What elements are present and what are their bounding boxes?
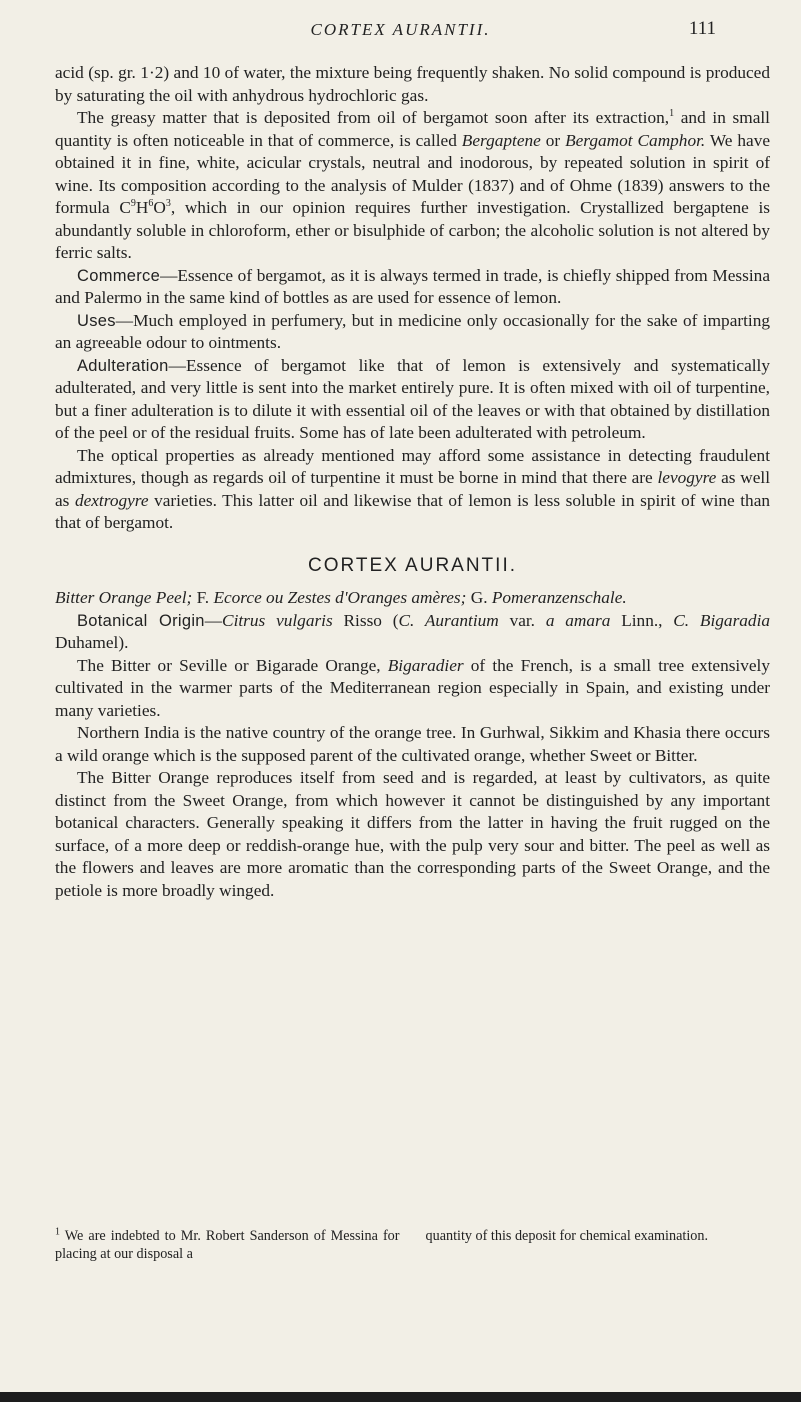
heading-adulteration: Adulteration: [77, 356, 169, 375]
paragraph-bergaptene: The greasy matter that is deposited from oil of bergamot soon after its extraction,$^1$ and in small quantity is often noticeable in that of commerce, is called Bergaptene or Bergamot Camphor. We have obtained it in fine, white, acicular crystals, neutral and inodorous, by repeated solution in spirit of wine. Its composition according to the analysis of Mulder (1837) and of Ohme (1839) answers to the formula $C^9H^6O^3$, which in our opinion requires further investigation. Crystallized bergaptene is abundantly soluble in chloroform, ether or bisulphide of carbon; the alcoholic solution is not altered by ferric salts.: [55, 108, 770, 262]
synonyms: Bitter Orange Peel; F. Ecorce ou Zestes d'Oranges amères; G. Pomeranzenschale.: [55, 588, 627, 607]
running-title: CORTEX AURANTII.: [310, 20, 491, 39]
page-edge-shadow: [0, 1392, 801, 1402]
footnote: [55, 1228, 770, 1263]
footnote-left: $^1$ We are indebted to Mr. Robert Sanderson of Messina for placing at our disposal a: [55, 1226, 400, 1262]
heading-uses: Uses: [77, 311, 116, 330]
term-bergaptene: Bergaptene: [461, 130, 541, 150]
paragraph-commerce: Commerce—Essence of bergamot, as it is always termed in trade, is chiefly shipped from Messina and Palermo in the same kind of bottles as are used for essence of lemon.: [55, 265, 770, 307]
section-title: CORTEX AURANTII.: [307, 554, 517, 576]
heading-botanical-origin: Botanical Origin: [77, 611, 205, 630]
body-text: [55, 62, 770, 902]
paragraph-reproduces: The Bitter Orange reproduces itself from seed and is regarded, at least by cultivators, as quite distinct from the Sweet Orange, from which however it cannot be distinguished by any important botanical characters. Generally speaking it differs from the latter in having the fruit rugged on the surface, of a more deep or reddish-orange hue, with the pulp very sour and bitter. The peel as well as the flowers and leaves are more aromatic than the corresponding parts of the Sweet Orange, and the petiole is more broadly winged.: [55, 768, 770, 900]
page-number: 111: [688, 18, 716, 39]
footnote-right: quantity of this deposit for chemical examination.: [425, 1228, 708, 1244]
paragraph-bitter-orange: The Bitter or Seville or Bigarade Orange, Bigaradier of the French, is a small tree extensively cultivated in the warmer parts of the Mediterranean region especially in Spain, and existing under many varieties.: [55, 655, 770, 720]
paragraph-botanical-origin: Botanical Origin—Citrus vulgaris Risso (C. Aurantium var. a amara Linn., C. Bigaradia Duhamel).: [55, 610, 771, 652]
paragraph-uses: Uses—Much employed in perfumery, but in medicine only occasionally for the sake of imparting an agreeable odour to ointments.: [55, 310, 770, 352]
paragraph-northern-india: Northern India is the native country of the orange tree. In Gurhwal, Sikkim and Khasia there occurs a wild orange which is the supposed parent of the cultivated orange, whether Sweet or Bitter.: [55, 723, 770, 765]
page-header: [0, 18, 801, 44]
heading-commerce: Commerce: [77, 266, 161, 285]
footnote-ref: 1: [669, 108, 675, 120]
paragraph-adulteration: Adulteration—Essence of bergamot like that of lemon is extensively and systematically adulterated, and very little is sent into the market entirely pure. It is often mixed with oil of turpentine, but a finer adulteration is to dilute it with essential oil of the leaves or with that obtained by distillation of the peel or of the residual fruits. Some has of late been adulterated with petroleum.: [55, 355, 770, 442]
paragraph-hydrochloric: acid (sp. gr. 1·2) and 10 of water, the mixture being frequently shaken. No solid compound is produced by saturating the oil with anhydrous hydrochloric gas.: [55, 63, 770, 105]
paragraph-optical: The optical properties as already mentioned may afford some assistance in detecting fraudulent admixtures, though as regards oil of turpentine it must be borne in mind that there are levogyre as well as dextrogyre varieties. This latter oil and likewise that of lemon is less soluble in spirit of wine than that of bergamot.: [55, 445, 771, 532]
term-bergamot-camphor: Bergamot Camphor.: [565, 130, 706, 150]
